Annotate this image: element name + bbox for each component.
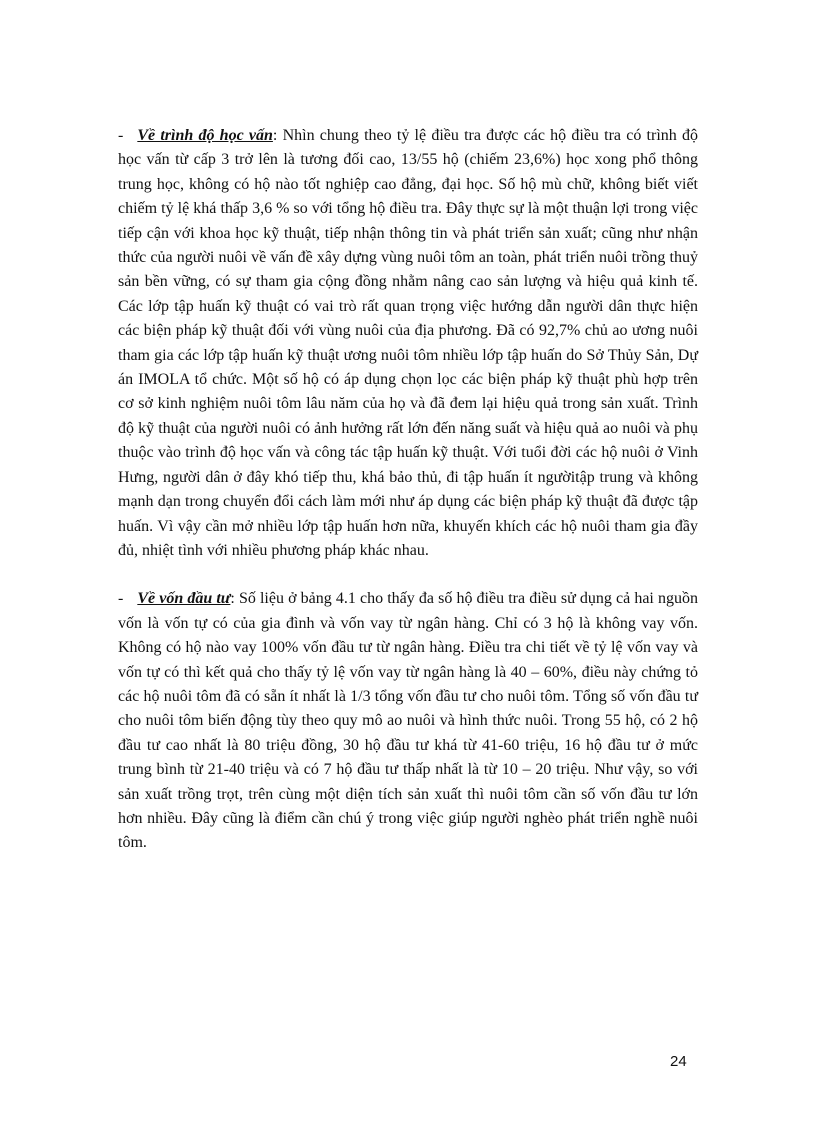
section-heading-education: Về trình độ học vấn: [137, 127, 273, 144]
paragraph-body-investment: : Số liệu ở bảng 4.1 cho thấy đa số hộ điều tra điều sử dụng cả hai nguồn vốn là vốn tự có của gia đình và vốn vay từ ngân hàng. Chỉ có 3 hộ là không vay vốn. Không có hộ nào vay 100% vốn đầu tư từ ngân hàng. Điều tra chi tiết về tỷ lệ vốn vay và vốn tự có thì kết quả cho thấy tỷ lệ vốn vay từ ngân hàng là 40 – 60%, điều này chứng tỏ các hộ nuôi tôm đã có sẵn ít nhất là 1/3 tổng vốn đầu tư cho nuôi tôm. Tổng số vốn đầu tư cho nuôi tôm biến động tùy theo quy mô ao nuôi và hình thức nuôi. Trong 55 hộ, có 2 hộ đầu tư cao nhất là 80 triệu đồng, 30 hộ đầu tư khá từ 41-60 triệu, 16 hộ đầu tư ở mức trung bình từ 21-40 triệu và có 7 hộ đầu tư thấp nhất là từ 10 – 20 triệu. Như vậy, so với sản xuất trồng trọt, trên cùng một diện tích sản xuất thì nuôi tôm cần số vốn đầu tư lớn hơn nhiều. Đây cũng là điểm cần chú ý trong việc giúp người nghèo phát triển nghề nuôi tôm.: [118, 590, 698, 852]
bullet-dash: -: [118, 590, 124, 608]
document-page: [118, 124, 698, 856]
section-heading-investment: Về vốn đầu tư: [137, 590, 231, 608]
paragraph-investment-capital: [118, 587, 698, 855]
paragraph-body-education: : Nhìn chung theo tỷ lệ điều tra được các hộ điều tra có trình độ học vấn từ cấp 3 trở lên là tương đối cao, 13/55 hộ (chiếm 23,6%) học xong phổ thông trung học, không có hộ nào tốt nghiệp cao đẳng, đại học. Số hộ mù chữ, không biết viết chiếm tỷ lệ khá thấp 3,6 % so với tổng hộ điều tra. Đây thực sự là một thuận lợi trong việc tiếp cận với khoa học kỹ thuật, tiếp nhận thông tin và phát triển sản xuất; cũng như nhận thức của người nuôi về vấn đề xây dựng vùng nuôi tôm an toàn, phát triển nuôi trồng thuỷ sản bền vững, có sự tham gia cộng đồng nhằm nâng cao sản lượng và hiệu quả kinh tế. Các lớp tập huấn kỹ thuật có vai trò rất quan trọng việc hướng dẫn người dân thực hiện các biện pháp kỹ thuật đối với vùng nuôi của địa phương. Đã có 92,7% chủ ao ương nuôi tham gia các lớp tập huấn kỹ thuật ương nuôi tôm nhiều lớp tập huấn do Sở Thủy Sản, Dự án IMOLA tổ chức. Một số hộ có áp dụng chọn lọc các biện pháp kỹ thuật phù hợp trên cơ sở kinh nghiệm nuôi tôm lâu năm của họ và đã đem lại hiệu quả trong sản xuất. Trình độ kỹ thuật của người nuôi có ảnh hưởng rất lớn đến năng suất và hiệu quả ao nuôi và phụ thuộc vào trình độ học vấn và công tác tập huấn kỹ thuật. Với tuổi đời các hộ nuôi ở Vinh Hưng, người dân ở đây khó tiếp thu, khá bảo thủ, đi tập huấn ít ngườitập trung và không mạnh dạn trong chuyển đổi cách làm mới như áp dụng các biện pháp kỹ thuật đã được tập huấn. Vì vậy cần mở nhiều lớp tập huấn hơn nữa, khuyến khích các hộ nuôi tham gia đầy đủ, nhiệt tình với nhiều phương pháp khác nhau.: [118, 127, 699, 559]
page-number: 24: [670, 1053, 687, 1070]
bullet-dash: -: [118, 127, 124, 144]
paragraph-education-level: [118, 124, 698, 563]
